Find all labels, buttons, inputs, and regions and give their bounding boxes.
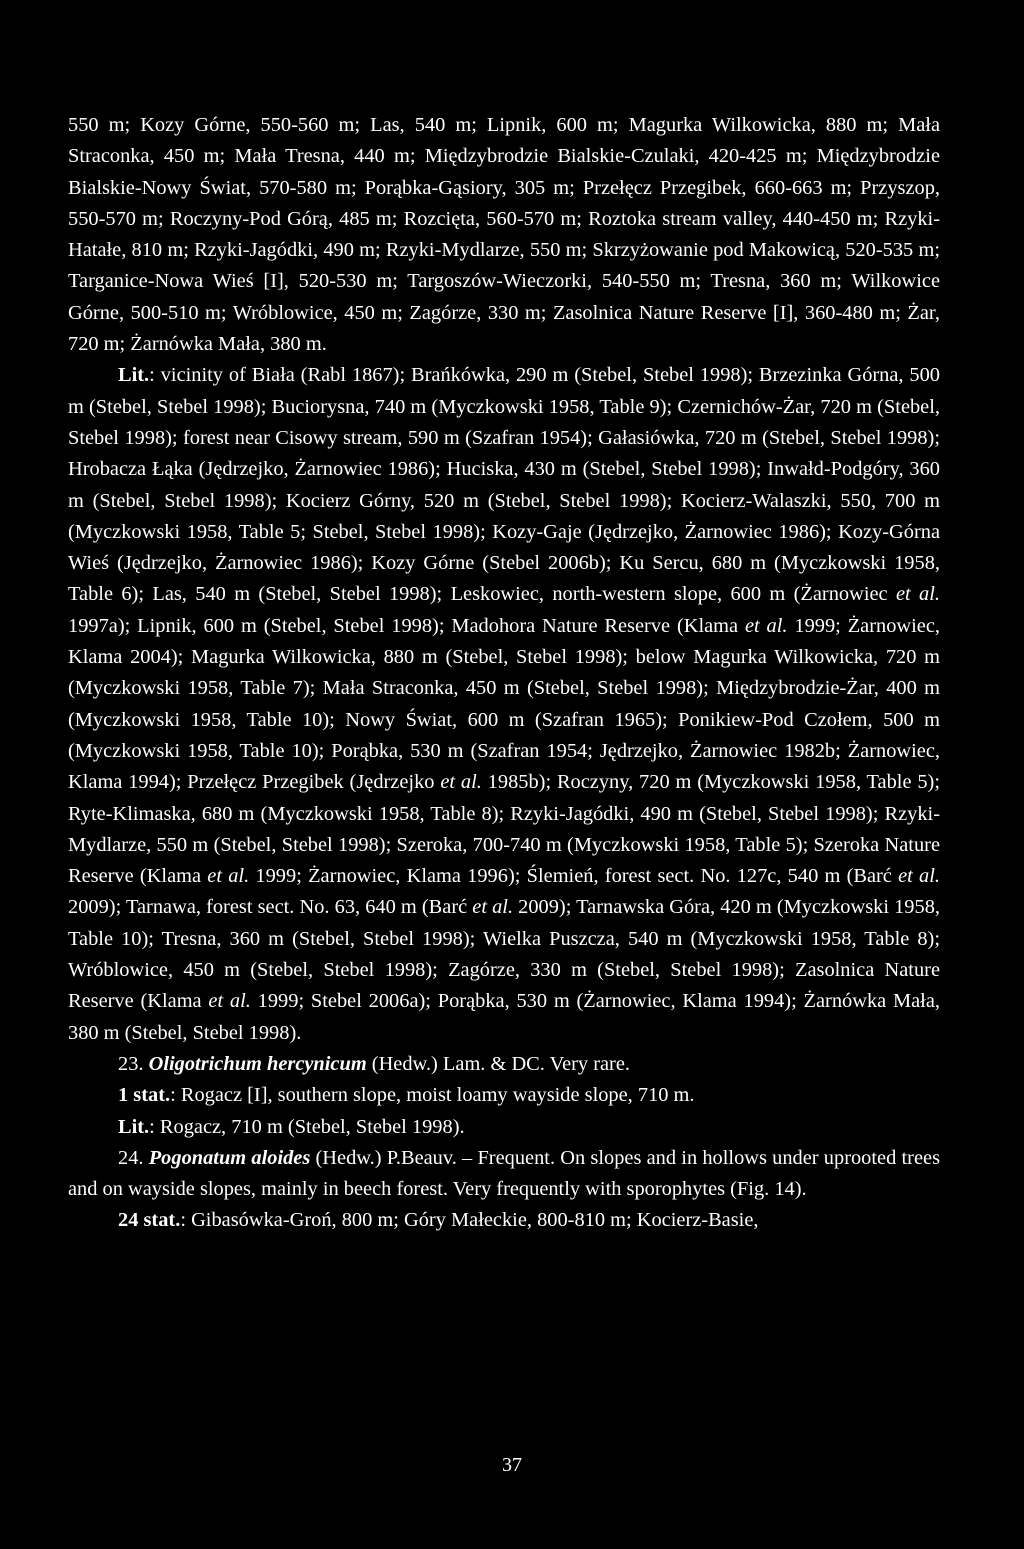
- species-24-stations: [68, 1205, 940, 1236]
- lit-text-1: : vicinity of Biała (Rabl 1867); Brańkówka, 290 m (Stebel, Stebel 1998); Brzezinka Górna, 500 m (Stebel, Stebel 1998); Buciorysna, 740 m (Myczkowski 1958, Table 9); Czernichów-Żar, 720 m (Stebel, Stebel 1998); forest near Cisowy stream, 590 m (Szafran 1954); Gałasiówka, 720 m (Stebel, Stebel 1998); Hrobacza Łąka (Jędrzejko, Żarnowiec 1986); Huciska, 430 m (Stebel, Stebel 1998); Inwałd-Podgóry, 360 m (Stebel, Stebel 1998); Kocierz Górny, 520 m (Stebel, Stebel 1998); Kocierz-Walaszki, 550, 700 m (Myczkowski 1958, Table 5; Stebel, Stebel 1998); Kozy-Gaje (Jędrzejko, Żarnowiec 1986); Kozy-Górna Wieś (Jędrzejko, Żarnowiec 1986); Kozy Górne (Stebel 2006b); Ku Sercu, 680 m (Myczkowski 1958, Table 6); Las, 540 m (Stebel, Stebel 1998); Leskowiec, north-western slope, 600 m (Żarnowiec: [68, 364, 940, 606]
- lit-text-2: 1997a); Lipnik, 600 m (Stebel, Stebel 1998); Madohora Nature Reserve (Klama: [68, 614, 745, 637]
- species-24-stat-label: 24 stat.: [118, 1209, 181, 1232]
- lit-text-6: 2009); Tarnawa, forest sect. No. 63, 640 m (Barć: [68, 896, 473, 919]
- species-24-number: 24.: [118, 1146, 149, 1169]
- et-al-3: et al.: [440, 771, 482, 794]
- lit-text-4: 1985b); Roczyny, 720 m (Myczkowski 1958, Table 5); Ryte-Klimaska, 680 m (Myczkowski 1958, Table 8); Rzyki-Jagódki, 490 m (Stebel, Stebel 1998); Rzyki-Mydlarze, 550 m (Stebel, Stebel 1998); Szeroka, 700-740 m (Myczkowski 1958, Table 5); Szeroka Nature Reserve (Klama: [68, 771, 941, 888]
- et-al-2: et al.: [744, 614, 788, 637]
- species-23-description: (Hedw.) Lam. & DC. Very rare.: [366, 1052, 630, 1075]
- page-number: 37: [502, 1454, 522, 1476]
- species-23-lit-label: Lit.: [118, 1115, 150, 1138]
- lit-label: Lit.: [118, 364, 150, 387]
- lit-text-7: 2009); Tarnawska Góra, 420 m (Myczkowski 1958, Table 10); Tresna, 360 m (Stebel, Stebel 1998); Wielka Puszcza, 540 m (Myczkowski 1958, Table 8); Wróblowice, 450 m (Stebel, Stebel 1998); Zagórze, 330 m (Stebel, Stebel 1998); Zasolnica Nature Reserve (Klama: [68, 896, 940, 1013]
- paragraph-localities: [68, 110, 940, 360]
- page-body: [68, 110, 940, 1237]
- species-23-literature: [68, 1112, 940, 1143]
- paragraph-literature: [68, 360, 940, 1049]
- et-al-1: et al.: [895, 583, 940, 606]
- lit-text-5: 1999; Żarnowiec, Klama 1996); Ślemień, forest sect. No. 127c, 540 m (Barć: [249, 865, 899, 888]
- lit-text-3: 1999; Żarnowiec, Klama 2004); Magurka Wilkowicka, 880 m (Stebel, Stebel 1998); below Magurka Wilkowicka, 720 m (Myczkowski 1958, Table 7); Mała Straconka, 450 m (Stebel, Stebel 1998); Międzybrodzie-Żar, 400 m (Myczkowski 1958, Table 10); Nowy Świat, 600 m (Szafran 1965); Ponikiew-Pod Czołem, 500 m (Myczkowski 1958, Table 10); Porąbka, 530 m (Szafran 1954; Jędrzejko, Żarnowiec 1982b; Żarnowiec, Klama 1994); Przełęcz Przegibek (Jędrzejko: [68, 614, 940, 794]
- localities-text: 550 m; Kozy Górne, 550-560 m; Las, 540 m; Lipnik, 600 m; Magurka Wilkowicka, 880 m; Mała Straconka, 450 m; Mała Tresna, 440 m; Międzybrodzie Bialskie-Czulaki, 420-425 m; Międzybrodzie Bialskie-Nowy Świat, 570-580 m; Porąbka-Gąsiory, 305 m; Przełęcz Przegibek, 660-663 m; Przyszop, 550-570 m; Roczyny-Pod Górą, 485 m; Rozcięta, 560-570 m; Roztoka stream valley, 440-450 m; Rzyki-Hatałe, 810 m; Rzyki-Jagódki, 490 m; Rzyki-Mydlarze, 550 m; Skrzyżowanie pod Makowicą, 520-535 m; Targanice-Nowa Wieś [I], 520-530 m; Targoszów-Wieczorki, 540-550 m; Tresna, 360 m; Wilkowice Górne, 500-510 m; Wróblowice, 450 m; Zagórze, 330 m; Zasolnica Nature Reserve [I], 360-480 m; Żar, 720 m; Żarnówka Mała, 380 m.: [68, 114, 940, 356]
- et-al-7: et al.: [208, 990, 251, 1013]
- lit-text-8: 1999; Stebel 2006a); Porąbka, 530 m (Żarnowiec, Klama 1994); Żarnówka Mała, 380 m (Stebel, Stebel 1998).: [68, 990, 940, 1044]
- et-al-5: et al.: [898, 865, 940, 888]
- species-23-stat-label: 1 stat.: [118, 1084, 171, 1107]
- species-23-stat-text: : Rogacz [I], southern slope, moist loamy wayside slope, 710 m.: [170, 1084, 695, 1107]
- species-24-description: (Hedw.) P.Beauv. – Frequent. On slopes and in hollows under uprooted trees and on wayside slopes, mainly in beech forest. Very frequently with sporophytes (Fig. 14).: [68, 1146, 940, 1201]
- species-24-heading: [68, 1143, 940, 1206]
- species-23-lit-text: : Rogacz, 710 m (Stebel, Stebel 1998).: [149, 1115, 465, 1138]
- et-al-6: et al.: [472, 896, 514, 919]
- et-al-4: et al.: [207, 865, 250, 888]
- species-23-name: Oligotrichum hercynicum: [148, 1052, 367, 1075]
- species-23-heading: [68, 1049, 940, 1080]
- species-24-stat-text: : Gibasówka-Groń, 800 m; Góry Małeckie, 800-810 m; Kocierz-Basie,: [180, 1209, 759, 1232]
- species-23-number: 23.: [118, 1052, 149, 1075]
- species-24-name: Pogonatum aloides: [148, 1146, 311, 1169]
- species-23-stations: [68, 1080, 940, 1111]
